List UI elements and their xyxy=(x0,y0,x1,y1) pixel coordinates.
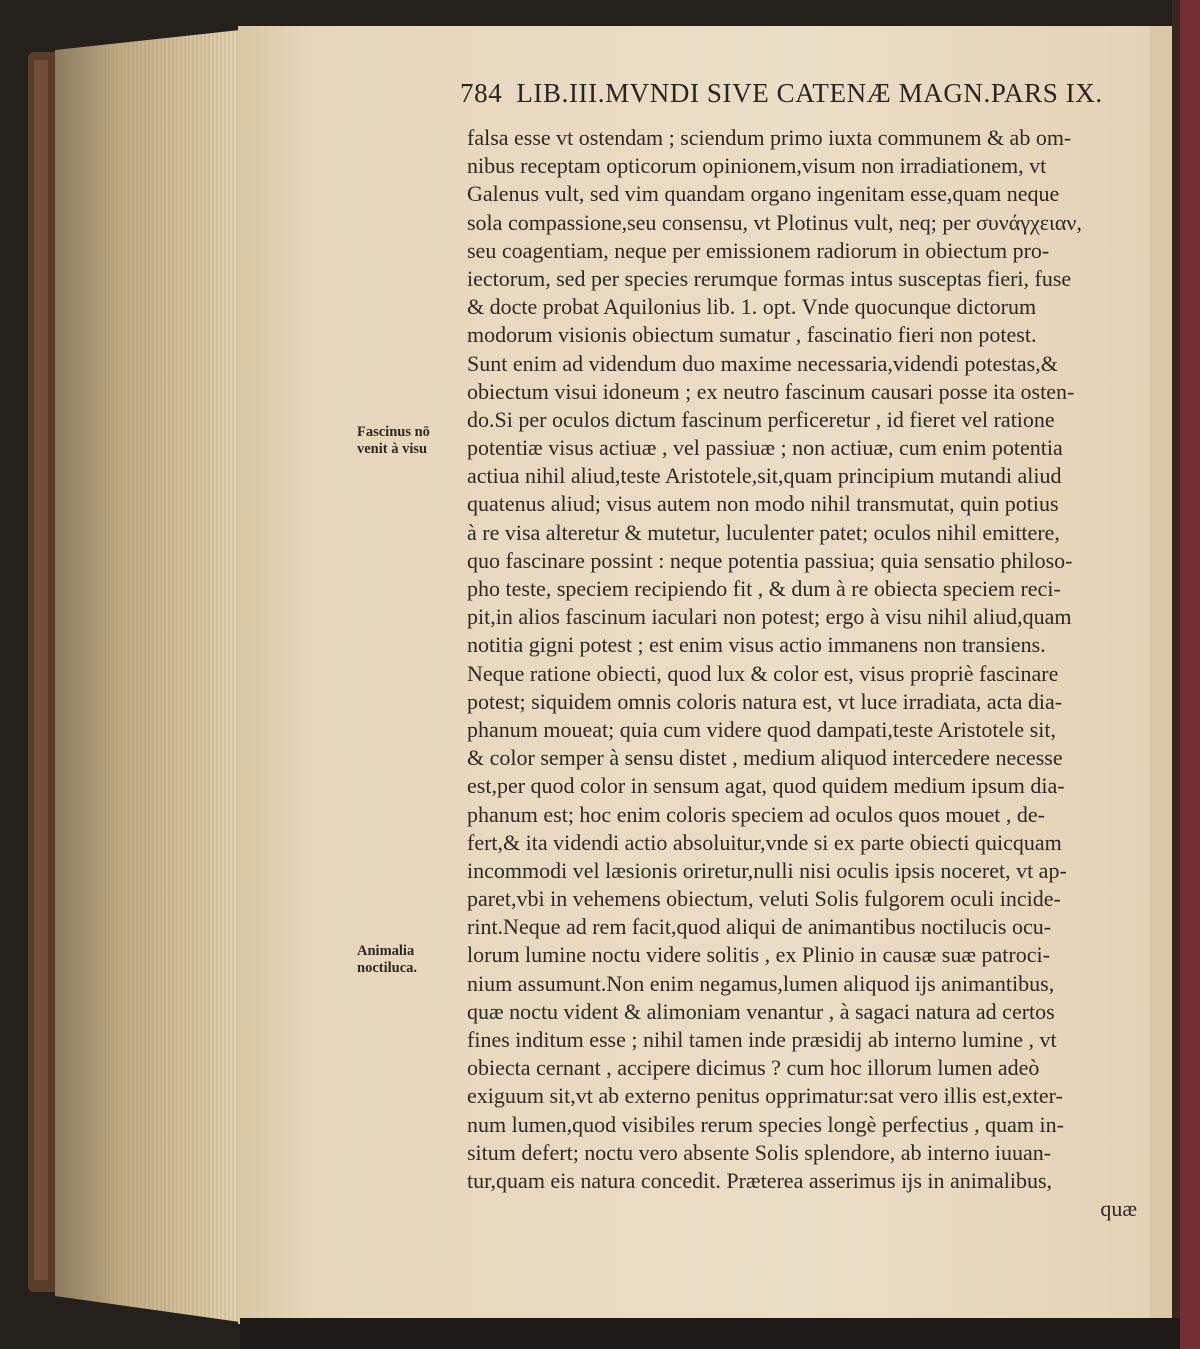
text-line: à re visa alteretur & mutetur, luculenter patet; oculos nihil emittere, xyxy=(467,519,1060,545)
text-line: exiguum sit,vt ab externo penitus opprimatur:sat vero illis est,exter- xyxy=(467,1083,1063,1109)
text-line: paret,vbi in vehemens obiectum, veluti Solis fulgorem oculi incide- xyxy=(467,886,1061,912)
marginal-note-line: venit à visu xyxy=(357,441,428,457)
text-line: quæ noctu vident & alimoniam venantur , à sagaci natura ad certos xyxy=(467,998,1055,1024)
text-line: quo fascinare possint : neque potentia passiua; quia sensatio philoso- xyxy=(467,547,1073,573)
text-line: pit,in alios fascinum iaculari non potest; ergo à visu nihil aliud,quam xyxy=(467,604,1072,630)
running-head xyxy=(460,78,1103,109)
text-line: obiecta cernant , accipere dicimus ? cum hoc illorum lumen adeò xyxy=(467,1055,1040,1081)
text-line: fines inditum esse ; nihil tamen inde præsidij ab interno lumine , vt xyxy=(467,1027,1057,1052)
body-text xyxy=(467,124,1137,1223)
text-line: phanum moueat; quia cum videre quod dampati,teste Aristotele sit, xyxy=(467,716,1056,742)
text-line: iectorum, sed per species rerumque formas intus susceptas fieri, fuse xyxy=(467,265,1072,291)
text-line: lorum lumine noctu videre solitis , ex Plinio in causæ suæ patroci- xyxy=(467,942,1050,968)
running-head-title: LIB.III.MVNDI SIVE CATENÆ MAGN.PARS IX. xyxy=(516,78,1103,108)
marginal-note-line: noctiluca. xyxy=(357,960,418,976)
text-line: falsa esse vt ostendam ; sciendum primo iuxta communem & ab om- xyxy=(467,125,1072,150)
text-line: pho teste, speciem recipiendo fit , & dum à re obiecta speciem reci- xyxy=(467,576,1061,601)
text-line: Neque ratione obiecti, quod lux & color est, visus propriè fascinare xyxy=(467,660,1059,686)
text-line: obiectum visui idoneum ; ex neutro fascinum causari posse ita osten- xyxy=(467,378,1075,404)
marginal-note-line: Animalia xyxy=(357,943,415,959)
marginal-note-line: Fascinus nō xyxy=(357,424,430,440)
text-line: tur,quam eis natura concedit. Præterea asserimus ijs in animalibus, xyxy=(467,1167,1053,1193)
text-line: potentiæ visus actiuæ , vel passiuæ ; non actiuæ, cum enim potentia xyxy=(467,435,1063,461)
text-line: quatenus aliud; visus autem non modo nihil transmutat, quin potius xyxy=(467,491,1059,517)
text-line: sola compassione,seu consensu, vt Plotinus vult, neq; per συνάγχειαν, xyxy=(467,209,1082,235)
text-line: nibus receptam opticorum opinionem,visum non irradiationem, vt xyxy=(467,153,1047,179)
text-line: nium assumunt.Non enim negamus,lumen aliquod ijs animantibus, xyxy=(467,970,1055,996)
text-line: actiua nihil aliud,teste Aristotele,sit,quam principium mutandi aliud xyxy=(467,463,1062,489)
text-line: Galenus vult, sed vim quandam organo ingenitam esse,quam neque xyxy=(467,181,1060,207)
text-line: & color semper à sensu distet , medium aliquod intercedere necesse xyxy=(467,745,1063,771)
text-line: notitia gigni potest ; est enim visus actio immanens non transiens. xyxy=(467,632,1046,658)
text-line: seu coagentiam, neque per emissionem radiorum in obiectum pro- xyxy=(467,237,1050,263)
text-line: rint.Neque ad rem facit,quod aliqui de animantibus noctilucis ocu- xyxy=(467,914,1052,940)
text-line: modorum visionis obiectum sumatur , fascinatio fieri non potest. xyxy=(467,322,1037,348)
marginal-note-fascinus xyxy=(357,424,430,458)
text-line: est,per quod color in sensum agat, quod quidem medium ipsum dia- xyxy=(467,773,1065,799)
page-number: 784 xyxy=(460,78,503,108)
text-line: do.Si per oculos dictum fascinum perficeretur , id fieret vel ratione xyxy=(467,406,1055,432)
text-line: phanum est; hoc enim coloris speciem ad oculos quos mouet , de- xyxy=(467,801,1045,827)
text-line: situm defert; noctu vero absente Solis splendore, ab interno iuuan- xyxy=(467,1139,1052,1165)
marginal-note-animalia xyxy=(357,943,417,977)
text-line: & docte probat Aquilonius lib. 1. opt. Vnde quocunque dictorum xyxy=(467,294,1037,320)
catchword: quæ xyxy=(1100,1196,1137,1222)
text-line: num lumen,quod visibiles rerum species longè perfectius , quam in- xyxy=(467,1111,1064,1137)
text-line: fert,& ita videndi actio absoluitur,vnde si ex parte obiecti quicquam xyxy=(467,829,1062,855)
text-line: incommodi vel læsionis oriretur,nulli nisi oculis ipsis noceret, vt ap- xyxy=(467,857,1067,883)
text-line: Sunt enim ad videndum duo maxime necessaria,videndi potestas,& xyxy=(467,350,1058,376)
text-line: potest; siquidem omnis coloris natura est, vt luce irradiata, acta dia- xyxy=(467,688,1063,714)
